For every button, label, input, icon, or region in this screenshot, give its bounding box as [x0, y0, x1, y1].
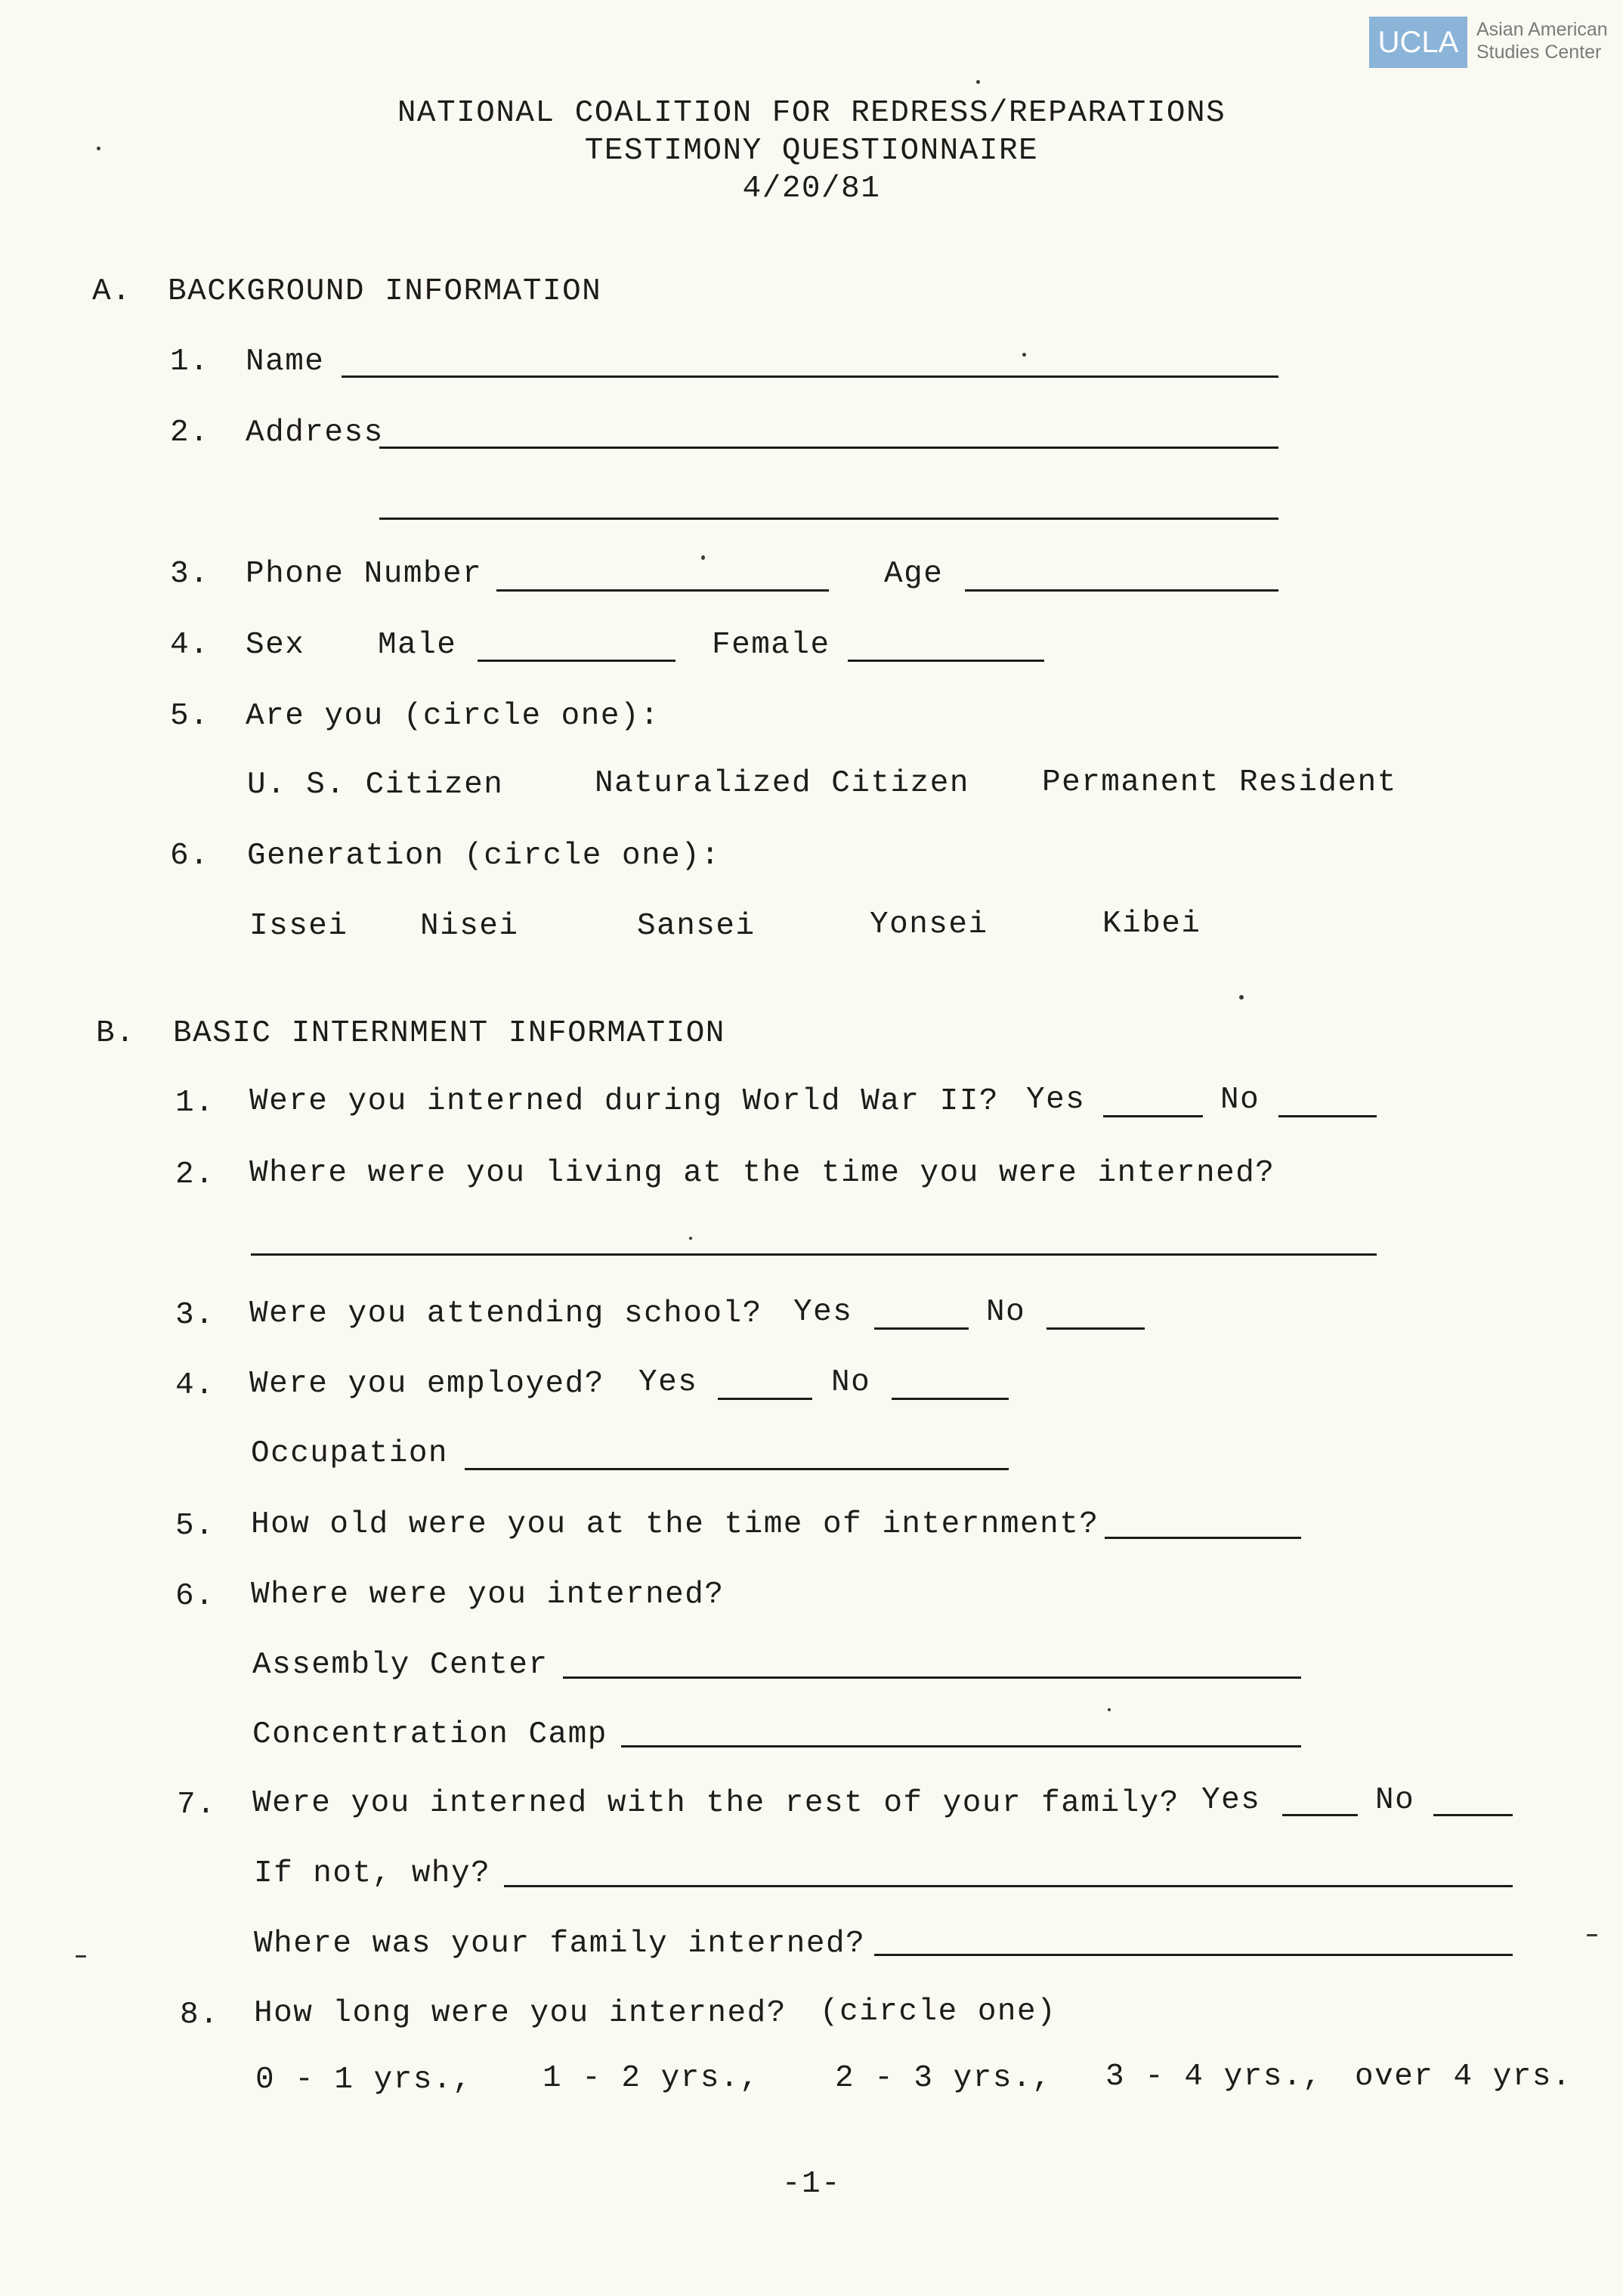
a6-number: 6.	[170, 839, 210, 873]
section-a-letter: A.	[92, 274, 132, 309]
header-date: 4/20/81	[742, 172, 881, 206]
generation-option-sansei[interactable]: Sansei	[637, 909, 756, 944]
scan-speck	[701, 555, 705, 560]
a3-number: 3.	[170, 557, 210, 592]
a2-number: 2.	[170, 416, 210, 450]
generation-option-kibei[interactable]: Kibei	[1102, 907, 1201, 941]
b8-number: 8.	[180, 1998, 220, 2032]
b4-label: Were you employed?	[249, 1367, 604, 1401]
a2-label: Address	[246, 416, 384, 450]
b6-number: 6.	[175, 1579, 215, 1614]
school-yes-field[interactable]	[874, 1327, 969, 1330]
header-organization: NATIONAL COALITION FOR REDRESS/REPARATIONS	[397, 96, 1226, 131]
b8-hint: (circle one)	[820, 1995, 1057, 2029]
b6-assembly-center-label: Assembly Center	[252, 1648, 549, 1683]
b7-family-location-label: Where was your family interned?	[254, 1927, 866, 1961]
scan-speck	[1587, 1934, 1597, 1936]
b4-number: 4.	[175, 1368, 215, 1403]
b6-label: Where were you interned?	[251, 1578, 725, 1612]
ucla-logo-mark: UCLA	[1369, 17, 1467, 68]
b7-no-label: No	[1375, 1783, 1415, 1818]
b2-label: Where were you living at the time you were interned?	[249, 1156, 1275, 1191]
b5-number: 5.	[175, 1509, 215, 1544]
generation-option-nisei[interactable]: Nisei	[420, 909, 519, 944]
page-number: -1-	[781, 2167, 842, 2202]
section-a-title: BACKGROUND INFORMATION	[168, 274, 602, 309]
generation-option-issei[interactable]: Issei	[249, 909, 348, 944]
female-field[interactable]	[848, 660, 1044, 662]
with-family-no-field[interactable]	[1433, 1814, 1513, 1816]
address-field-line-2[interactable]	[379, 518, 1278, 520]
interned-yes-field[interactable]	[1103, 1115, 1203, 1117]
concentration-camp-field[interactable]	[621, 1745, 1301, 1747]
b3-label: Were you attending school?	[249, 1296, 762, 1331]
duration-option-3-4[interactable]: 3 - 4 yrs.,	[1105, 2060, 1323, 2094]
b4-yes-label: Yes	[638, 1365, 698, 1400]
scan-speck	[1108, 1708, 1111, 1711]
b7-if-not-why-label: If not, why?	[254, 1856, 491, 1891]
b1-no-label: No	[1220, 1083, 1260, 1117]
b7-number: 7.	[177, 1788, 217, 1822]
phone-number-field[interactable]	[496, 589, 829, 592]
a5-label: Are you (circle one):	[246, 699, 660, 734]
b4-occupation-label: Occupation	[251, 1436, 449, 1471]
b2-number: 2.	[175, 1157, 215, 1192]
with-family-yes-field[interactable]	[1282, 1814, 1358, 1816]
b7-yes-label: Yes	[1201, 1783, 1261, 1818]
a5-number: 5.	[170, 699, 210, 734]
b8-label: How long were you interned?	[254, 1996, 787, 2031]
header-title: TESTIMONY QUESTIONNAIRE	[584, 134, 1039, 168]
employed-no-field[interactable]	[892, 1398, 1009, 1400]
b7-label: Were you interned with the rest of your family?	[252, 1786, 1179, 1821]
living-location-field[interactable]	[251, 1253, 1377, 1256]
school-no-field[interactable]	[1046, 1327, 1145, 1330]
b5-label: How old were you at the time of internment?	[251, 1507, 1099, 1542]
a3-age-label: Age	[884, 557, 944, 592]
b3-number: 3.	[175, 1298, 215, 1333]
duration-option-over-4[interactable]: over 4 yrs.	[1355, 2060, 1572, 2094]
b1-label: Were you interned during World War II?	[249, 1084, 999, 1119]
duration-option-2-3[interactable]: 2 - 3 yrs.,	[835, 2061, 1053, 2096]
a1-number: 1.	[170, 345, 210, 379]
b4-no-label: No	[831, 1365, 871, 1400]
assembly-center-field[interactable]	[563, 1676, 1301, 1679]
a4-number: 4.	[170, 628, 210, 663]
occupation-field[interactable]	[465, 1468, 1009, 1470]
scan-speck	[1239, 995, 1244, 1000]
citizenship-option-us-citizen[interactable]: U. S. Citizen	[247, 768, 504, 802]
scan-speck	[976, 80, 980, 84]
scan-speck	[76, 1955, 86, 1958]
b6-concentration-camp-label: Concentration Camp	[252, 1717, 607, 1752]
b1-number: 1.	[175, 1086, 215, 1120]
a6-label: Generation (circle one):	[247, 839, 721, 873]
a4-female-label: Female	[712, 628, 830, 663]
citizenship-option-permanent-resident[interactable]: Permanent Resident	[1042, 765, 1397, 800]
a4-label: Sex	[246, 628, 305, 663]
scan-speck	[689, 1237, 692, 1240]
interned-no-field[interactable]	[1278, 1115, 1377, 1117]
a3-label: Phone Number	[246, 557, 483, 592]
section-b-letter: B.	[96, 1016, 136, 1051]
scan-speck	[97, 147, 100, 150]
b3-yes-label: Yes	[793, 1295, 853, 1330]
family-internment-location-field[interactable]	[874, 1954, 1513, 1956]
if-not-why-field[interactable]	[504, 1885, 1513, 1887]
age-field[interactable]	[965, 589, 1278, 592]
logo-line-2: Studies Center	[1476, 42, 1602, 63]
address-field-line-1[interactable]	[379, 447, 1278, 449]
employed-yes-field[interactable]	[718, 1398, 812, 1400]
scan-speck	[1022, 353, 1026, 357]
name-field[interactable]	[342, 375, 1278, 378]
age-at-internment-field[interactable]	[1105, 1537, 1301, 1539]
citizenship-option-naturalized[interactable]: Naturalized Citizen	[595, 766, 969, 801]
b1-yes-label: Yes	[1026, 1083, 1086, 1117]
ucla-logo	[1369, 17, 1608, 71]
section-b-title: BASIC INTERNMENT INFORMATION	[173, 1016, 725, 1051]
duration-option-1-2[interactable]: 1 - 2 yrs.,	[543, 2061, 760, 2096]
b3-no-label: No	[986, 1295, 1026, 1330]
male-field[interactable]	[478, 660, 675, 662]
duration-option-0-1[interactable]: 0 - 1 yrs.,	[255, 2063, 473, 2097]
logo-line-1: Asian American	[1476, 19, 1608, 40]
a4-male-label: Male	[378, 628, 457, 663]
generation-option-yonsei[interactable]: Yonsei	[870, 907, 988, 942]
a1-label: Name	[246, 345, 325, 379]
